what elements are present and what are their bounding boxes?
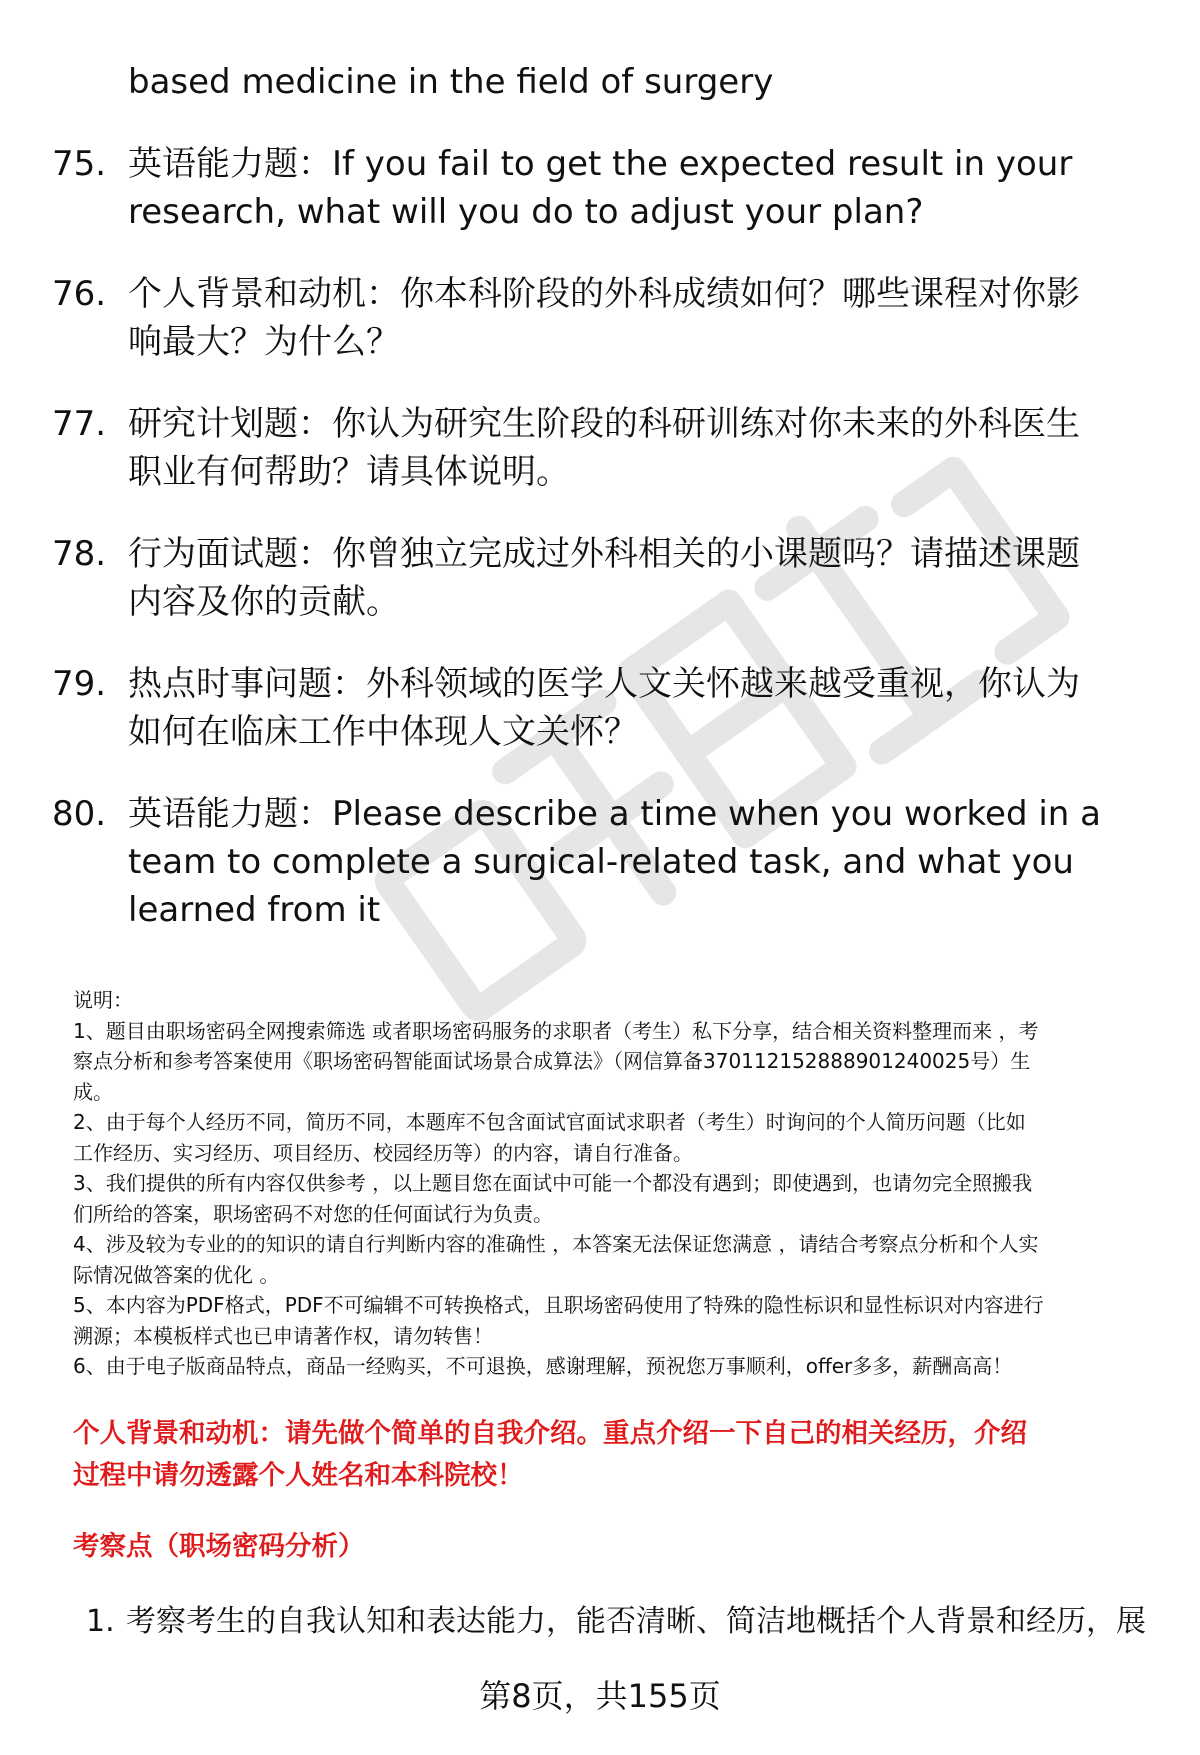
question-line: team to complete a surgical-related task, and what you [128, 842, 1074, 882]
question-line: 如何在临床工作中体现人文关怀？ [128, 712, 638, 752]
notes-section [73, 985, 1163, 1382]
note-line: 1、题目由职场密码全网搜索筛选 或者职场密码服务的求职者（考生）私下分享，结合相关资料整理而来 ，考 [73, 1018, 1039, 1043]
question-line: 热点时事问题：外科领域的医学人文关怀越来越受重视，你认为 [128, 664, 1080, 704]
question-line: 研究计划题：你认为研究生阶段的科研训练对你未来的外科医生 [128, 404, 1080, 444]
note-line: 5、本内容为PDF格式，PDF不可编辑不可转换格式，且职场密码使用了特殊的隐性标识和显性标识对内容进行 [73, 1293, 1044, 1317]
note-line: 2、由于每个人经历不同，简历不同，本题库不包含面试官面试求职者（考生）时询问的个人简历问题（比如 [73, 1110, 1026, 1134]
question-number: 75. [52, 144, 107, 184]
question-line: 职业有何帮助？请具体说明。 [128, 452, 570, 492]
question-line: 响最大？为什么？ [128, 322, 400, 362]
note-line: 6、由于电子版商品特点，商品一经购买，不可退换，感谢理解，预祝您万事顺利，offer多多，薪酬高高！ [73, 1354, 1013, 1378]
question-item [52, 140, 1142, 236]
question-number: 79. [52, 664, 107, 704]
question-item [52, 400, 1142, 496]
question-number: 80. [52, 794, 107, 834]
note-line: 成。 [73, 1079, 113, 1104]
page-footer: 第8页，共155页 [479, 1677, 721, 1715]
analysis-point [86, 1600, 1176, 1644]
question-item [52, 790, 1142, 934]
question-line: 英语能力题：If you fail to get the expected result in your [128, 144, 1073, 184]
question-text [128, 400, 1142, 496]
question-item [52, 660, 1142, 756]
question-number: 76. [52, 274, 107, 314]
note-line: 3、我们提供的所有内容仅供参考 ，以上题目您在面试中可能一个都没有遇到；即使遇到，也请勿完全照搬我 [73, 1171, 1033, 1195]
notes-title: 说明： [73, 988, 133, 1012]
note-line: 工作经历、实习经历、项目经历、校园经历等）的内容，请自行准备。 [73, 1140, 693, 1165]
note-line: 4、涉及较为专业的的知识的请自行判断内容的准确性 ，本答案无法保证您满意 ，请结合考察点分析和个人实 [73, 1232, 1039, 1256]
question-number: 77. [52, 404, 107, 444]
question-item [52, 530, 1142, 626]
section-heading: 考察点（职场密码分析） [73, 1531, 365, 1562]
question-heading-line: 个人背景和动机：请先做个简单的自我介绍。重点介绍一下自己的相关经历，介绍 [73, 1418, 1027, 1449]
question-item [52, 270, 1142, 366]
note-line: 们所给的答案，职场密码不对您的任何面试行为负责。 [73, 1201, 553, 1226]
question-heading [73, 1413, 1173, 1497]
question-line: 个人背景和动机：你本科阶段的外科成绩如何？哪些课程对你影 [128, 274, 1080, 314]
question-line: 英语能力题：Please describe a time when you worked in a [128, 794, 1101, 834]
question-line: learned from it [128, 890, 381, 930]
note-line: 溯源；本模板样式也已申请著作权，请勿转售！ [73, 1323, 493, 1348]
question-line: 行为面试题：你曾独立完成过外科相关的小课题吗？请描述课题 [128, 534, 1080, 574]
question-text [128, 530, 1142, 626]
note-line: 察点分析和参考答案使用《职场密码智能面试场景合成算法》（网信算备370112152888901240025号）生 [73, 1049, 1031, 1073]
question-line: 内容及你的贡献。 [128, 582, 400, 622]
question-text [128, 270, 1142, 366]
question-line: research, what will you do to adjust your plan? [128, 192, 924, 232]
note-line: 际情况做答案的优化 。 [73, 1262, 280, 1287]
point-number: 1. [86, 1604, 115, 1639]
point-text: 考察考生的自我认知和表达能力，能否清晰、简洁地概括个人背景和经历，展 [126, 1604, 1146, 1639]
question-text [128, 140, 1142, 236]
question-text [128, 790, 1142, 934]
question-number: 78. [52, 534, 107, 574]
question-heading-line: 过程中请勿透露个人姓名和本科院校！ [73, 1460, 524, 1491]
question-list [52, 58, 1142, 934]
question-continuation: based medicine in the field of surgery [128, 62, 774, 102]
question-text [128, 660, 1142, 756]
